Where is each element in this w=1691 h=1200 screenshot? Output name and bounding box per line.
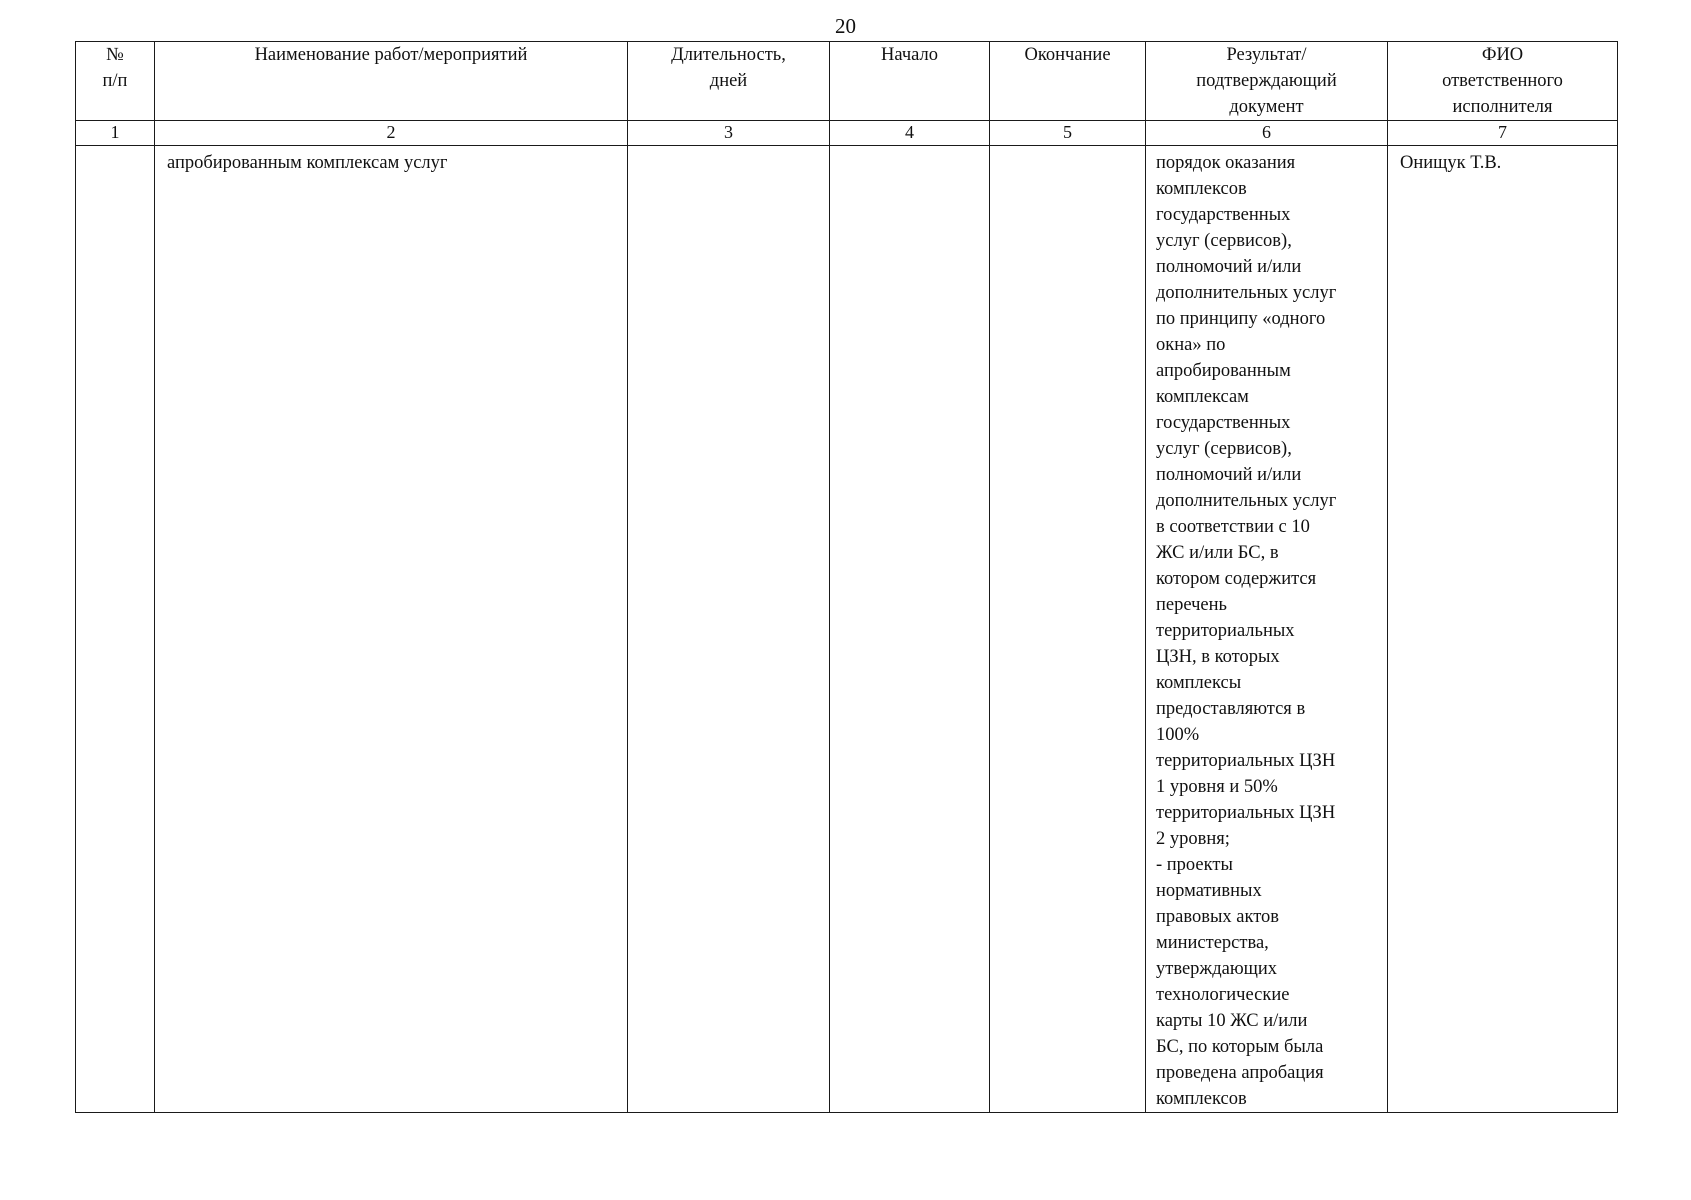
result-line: государственных bbox=[1156, 205, 1291, 225]
header-duration-line-1: Длительность, bbox=[671, 45, 786, 65]
header-result-line-3: документ bbox=[1229, 97, 1304, 117]
header-duration bbox=[628, 42, 830, 121]
column-number: 4 bbox=[830, 121, 990, 146]
header-responsible bbox=[1388, 42, 1618, 121]
result-line: комплексов bbox=[1156, 1089, 1247, 1109]
result-line: комплексов bbox=[1156, 179, 1247, 199]
result-line: нормативных bbox=[1156, 881, 1262, 901]
result-line: проведена апробация bbox=[1156, 1063, 1324, 1083]
result-line: полномочий и/или bbox=[1156, 257, 1302, 277]
page-number: 20 bbox=[835, 14, 856, 38]
result-line: апробированным bbox=[1156, 361, 1291, 381]
column-number: 2 bbox=[155, 121, 628, 146]
result-line: ЦЗН, в которых bbox=[1156, 647, 1280, 667]
result-line: комплексам bbox=[1156, 387, 1249, 407]
cell-responsible: Онищук Т.В. bbox=[1388, 146, 1618, 1113]
result-line: технологические bbox=[1156, 985, 1290, 1005]
result-line: услуг (сервисов), bbox=[1156, 231, 1292, 251]
result-line: правовых актов bbox=[1156, 907, 1280, 927]
header-result-line-2: подтверждающий bbox=[1196, 71, 1337, 91]
cell-result bbox=[1146, 146, 1388, 1113]
result-line: 100% bbox=[1156, 725, 1200, 745]
table-row bbox=[76, 146, 1618, 1113]
cell-num bbox=[76, 146, 155, 1113]
header-end bbox=[990, 42, 1146, 121]
header-name bbox=[155, 42, 628, 121]
result-line: комплексы bbox=[1156, 673, 1242, 693]
column-number: 3 bbox=[628, 121, 830, 146]
header-start-label: Начало bbox=[881, 45, 938, 65]
column-number: 1 bbox=[76, 121, 155, 146]
result-line: - проекты bbox=[1156, 855, 1233, 875]
header-duration-line-2: дней bbox=[709, 71, 748, 91]
result-line: по принципу «одного bbox=[1156, 309, 1326, 329]
result-line: 1 уровня и 50% bbox=[1156, 777, 1278, 797]
cell-end bbox=[990, 146, 1146, 1113]
header-end-label: Окончание bbox=[1024, 45, 1111, 65]
work-plan-table bbox=[75, 41, 1618, 1113]
result-line: перечень bbox=[1156, 595, 1227, 615]
header-start bbox=[830, 42, 990, 121]
column-number: 5 bbox=[990, 121, 1146, 146]
result-line: государственных bbox=[1156, 413, 1291, 433]
result-line: котором содержится bbox=[1156, 569, 1317, 589]
header-num-line-2: п/п bbox=[102, 71, 128, 91]
result-line: утверждающих bbox=[1156, 959, 1278, 979]
header-num bbox=[76, 42, 155, 121]
result-line: дополнительных услуг bbox=[1156, 491, 1337, 511]
header-responsible-line-1: ФИО bbox=[1481, 45, 1524, 65]
table-header-row bbox=[76, 42, 1618, 121]
header-num-line-1: № bbox=[106, 45, 124, 65]
result-line: услуг (сервисов), bbox=[1156, 439, 1292, 459]
result-line: дополнительных услуг bbox=[1156, 283, 1337, 303]
result-line: министерства, bbox=[1156, 933, 1269, 953]
header-responsible-line-2: ответственного bbox=[1442, 71, 1563, 91]
result-line: карты 10 ЖС и/или bbox=[1156, 1011, 1308, 1031]
result-line: порядок оказания bbox=[1156, 153, 1296, 173]
result-line: территориальных ЦЗН bbox=[1156, 803, 1336, 823]
result-line: БС, по которым была bbox=[1156, 1037, 1324, 1057]
result-line: территориальных ЦЗН bbox=[1156, 751, 1336, 771]
result-line: территориальных bbox=[1156, 621, 1295, 641]
cell-name: апробированным комплексам услуг bbox=[155, 146, 628, 1113]
cell-start bbox=[830, 146, 990, 1113]
column-number: 6 bbox=[1146, 121, 1388, 146]
column-number: 7 bbox=[1388, 121, 1618, 146]
result-line: 2 уровня; bbox=[1156, 829, 1230, 849]
header-name-label: Наименование работ/мероприятий bbox=[254, 45, 528, 65]
result-line: предоставляются в bbox=[1156, 699, 1306, 719]
result-line: ЖС и/или БС, в bbox=[1156, 543, 1279, 563]
result-line: в соответствии с 10 bbox=[1156, 517, 1310, 537]
result-line: окна» по bbox=[1156, 335, 1226, 355]
result-line: полномочий и/или bbox=[1156, 465, 1302, 485]
header-responsible-line-3: исполнителя bbox=[1452, 97, 1553, 117]
header-result-line-1: Результат/ bbox=[1226, 45, 1307, 65]
header-result bbox=[1146, 42, 1388, 121]
column-number-row bbox=[76, 121, 1618, 146]
cell-duration bbox=[628, 146, 830, 1113]
